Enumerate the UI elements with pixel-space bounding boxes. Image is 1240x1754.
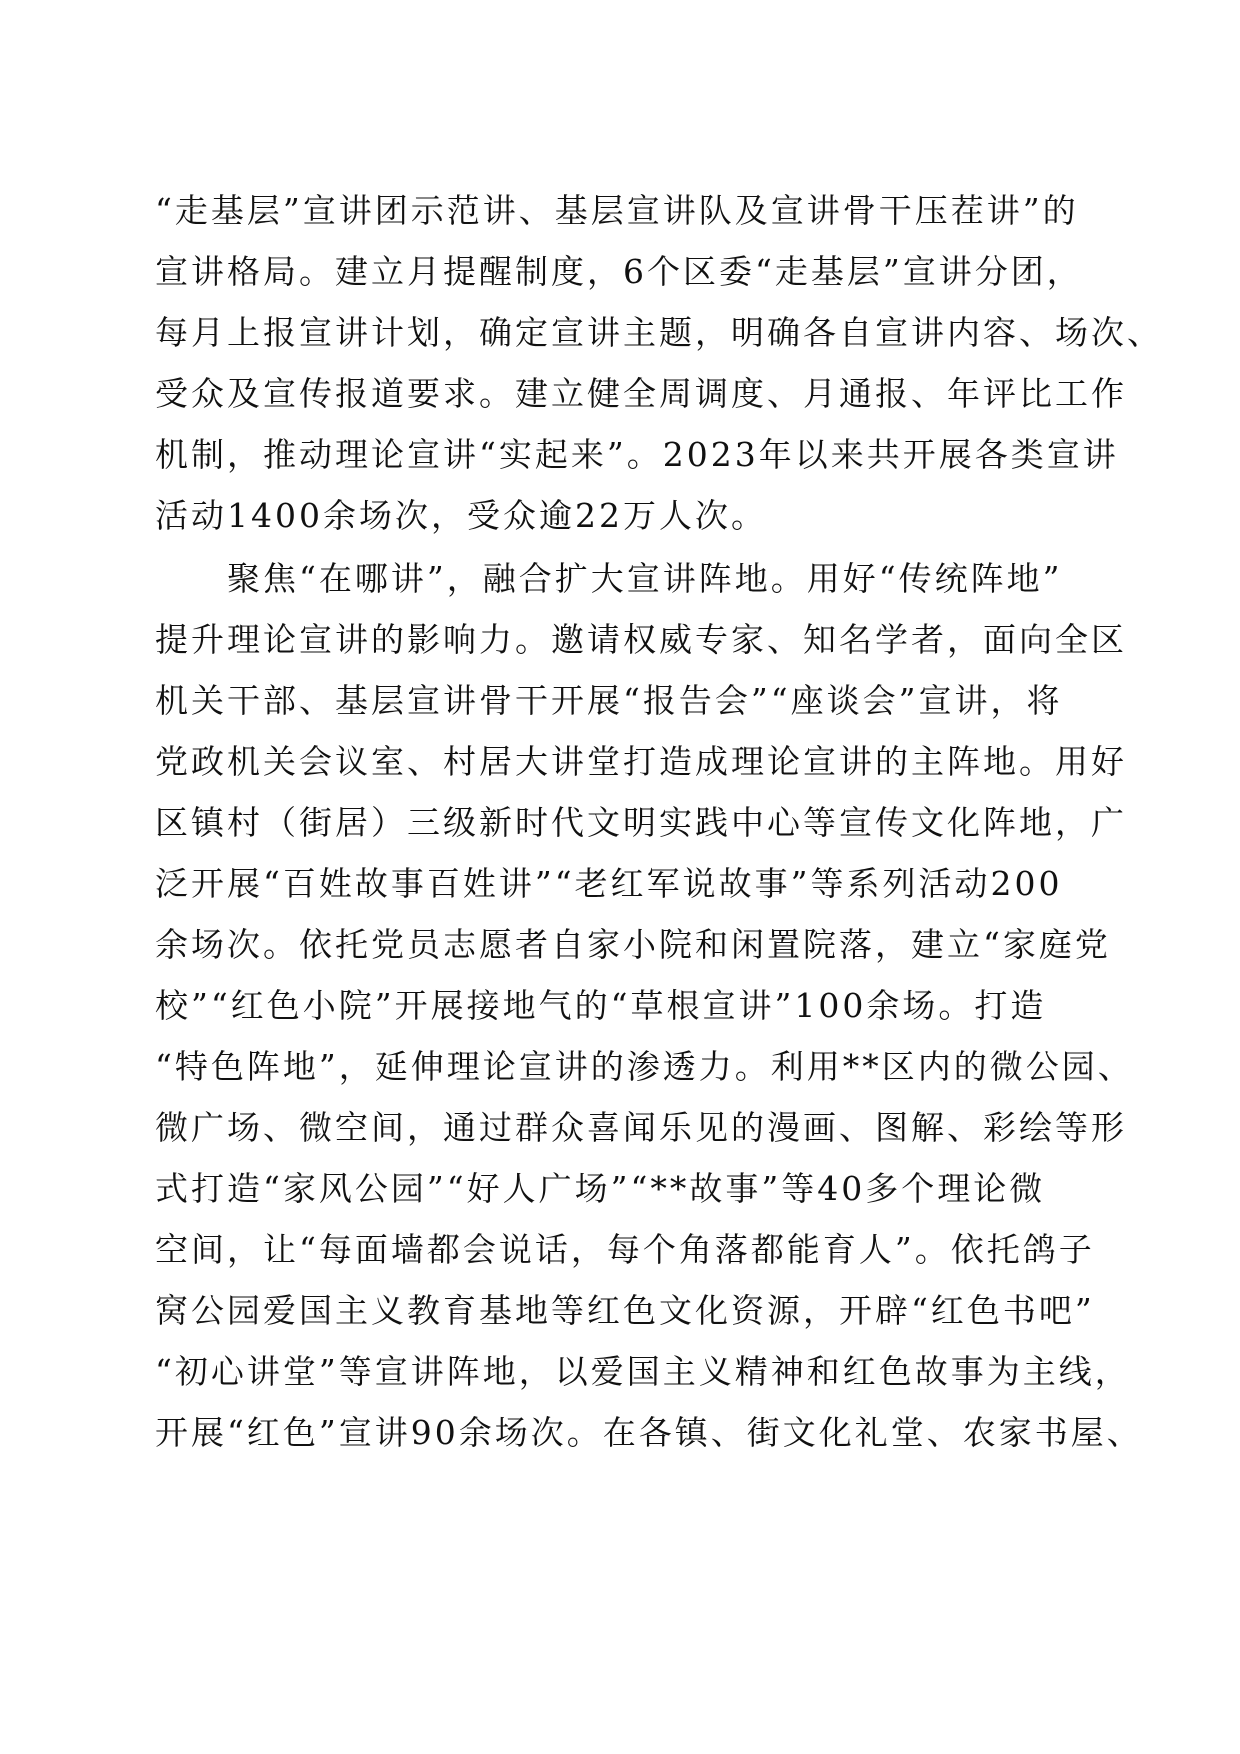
text-line: 窝公园爱国主义教育基地等红色文化资源，开辟“红色书吧”	[155, 1291, 1095, 1330]
text-line: 聚焦“在哪讲”，融合扩大宣讲阵地。用好“传统阵地”	[155, 559, 1063, 598]
paragraph-2	[155, 548, 1143, 1463]
paragraph-1	[155, 180, 1163, 546]
text-line: 微广场、微空间，通过群众喜闻乐见的漫画、图解、彩绘等形	[155, 1108, 1127, 1147]
text-line: “初心讲堂”等宣讲阵地，以爱国主义精神和红色故事为主线，	[155, 1352, 1131, 1391]
text-line: 式打造“家风公园”“好人广场”“**故事”等40多个理论微	[155, 1169, 1046, 1208]
text-line: 每月上报宣讲计划，确定宣讲主题，明确各自宣讲内容、场次、	[155, 313, 1163, 352]
text-line: 空间，让“每面墙都会说话，每个角落都能育人”。依托鸽子	[155, 1230, 1095, 1269]
document-body	[155, 180, 1163, 1463]
text-line: 区镇村（街居）三级新时代文明实践中心等宣传文化阵地，广	[155, 803, 1127, 842]
text-line: 开展“红色”宣讲90余场次。在各镇、街文化礼堂、农家书屋、	[155, 1413, 1143, 1452]
text-line: 机制，推动理论宣讲“实起来”。2023年以来共开展各类宣讲	[155, 435, 1119, 474]
text-line: 活动1400余场次，受众逾22万人次。	[155, 496, 767, 535]
text-line: 机关干部、基层宣讲骨干开展“报告会”“座谈会”宣讲，将	[155, 681, 1063, 720]
text-line: 受众及宣传报道要求。建立健全周调度、月通报、年评比工作	[155, 374, 1127, 413]
text-line: 泛开展“百姓故事百姓讲”“老红军说故事”等系列活动200	[155, 864, 1063, 903]
text-line: 宣讲格局。建立月提醒制度，6个区委“走基层”宣讲分团，	[155, 252, 1083, 291]
text-line: “特色阵地”，延伸理论宣讲的渗透力。利用**区内的微公园、	[155, 1047, 1134, 1086]
text-line: 余场次。依托党员志愿者自家小院和闲置院落，建立“家庭党	[155, 925, 1111, 964]
text-line: 校”“红色小院”开展接地气的“草根宣讲”100余场。打造	[155, 986, 1047, 1025]
text-line: 党政机关会议室、村居大讲堂打造成理论宣讲的主阵地。用好	[155, 742, 1127, 781]
text-line: 提升理论宣讲的影响力。邀请权威专家、知名学者，面向全区	[155, 620, 1127, 659]
text-line: “走基层”宣讲团示范讲、基层宣讲队及宣讲骨干压茬讲”的	[155, 191, 1079, 230]
